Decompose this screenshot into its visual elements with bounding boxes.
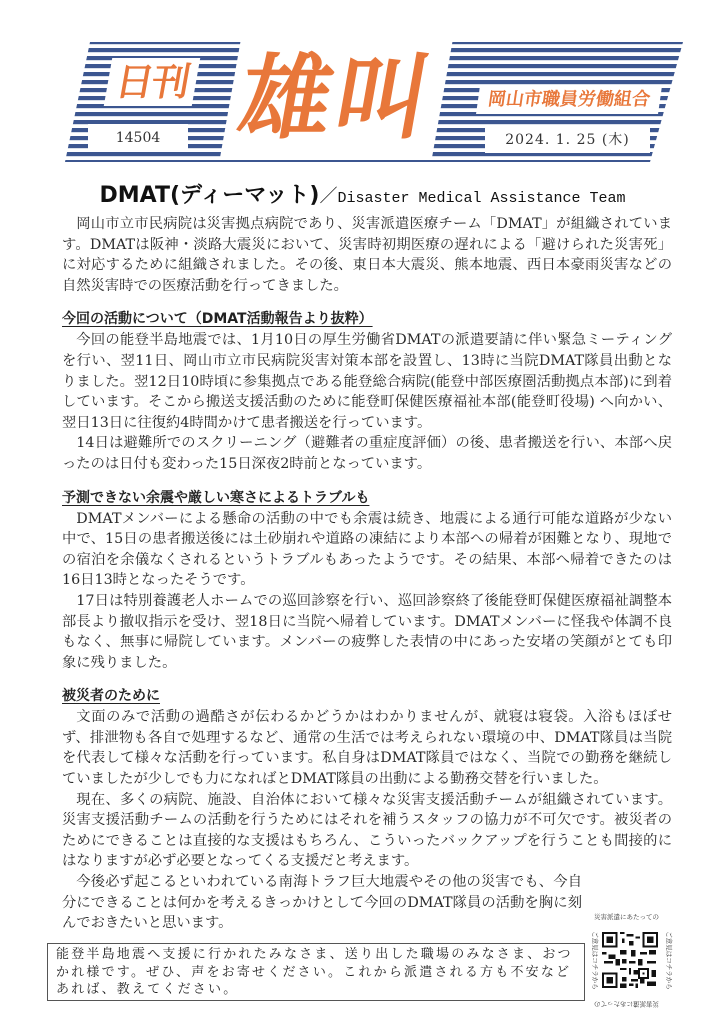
article-body [62,214,672,934]
paragraph: 14日は避難所でのスクリーニング（避難者の重症度評価）の後、患者搬送を行い、本部へ戻ったのは日付も変わった15日深夜2時前となっています。 [62,435,672,472]
issue-number: 14504 [88,124,188,152]
title-english: Disaster Medical Assistance Team [337,190,626,207]
qr-caption-bottom: 災害派遣にあたっての [594,1000,659,1008]
publisher-name: 岡山市職員労働組合 [476,86,662,114]
masthead [60,40,690,165]
title-japanese: DMAT(ディーマット) [99,183,320,208]
section-heading-activity: 今回の活動について（DMAT活動報告より抜粋） [62,311,373,328]
intro-paragraph: 岡山市立市民病院は災害拠点病院であり、災害派遣医療チーム「DMAT」が組織されています。DMATは阪神・淡路大震災において、災害時初期医療の遅れによる「避けられた災害死」に対応するために組織されました。その後、東日本大震災、熊本地震、西日本豪雨災害などの自然災害時での医療活動を行ってきました。 [62,216,672,294]
article-title [0,178,725,209]
issue-date: 2024. 1. 25 (木) [485,127,650,153]
masthead-name: 雄叫 [220,42,453,160]
paragraph: 現在、多くの病院、施設、自治体において様々な災害支援活動チームが組織されています。災害支援活動チームの活動を行うためにはそれを補うスタッフの協力が不可欠です。被災者のためにできることは直接的な支援はもちろん、こういったバックアップを行うことも間接的にはなりますが必ず必要となってくる支援だと考えます。 [62,791,672,870]
paragraph: 今後必ず起こるといわれている南海トラフ巨大地震やその他の災害でも、今自分にできることは何かを考えるきっかけとして今回のDMAT隊員の活動を胸に刻んでおきたいと思います。 [62,874,582,932]
title-separator: ／ [319,186,338,207]
masthead-kicker: 日刊 [104,58,200,106]
qr-caption-right: ご意見はコチラから [664,931,673,990]
paragraph: 今回の能登半島地震では、1月10日の厚生労働省DMATの派遣要請に伴い緊急ミーティングを行い、翌11日、岡山市立市民病院災害対策本部を設置し、13時に当院DMAT隊員出動となりました。翌12日10時頃に参集拠点である能登総合病院(能登中部医療圏活動拠点本部)に到着しています。そこから搬送支援活動のために能登町保健医療福祉本部(能登町役場) へ向かい、翌日13日に往復約4時間かけて患者搬送を行っています。 [62,332,672,431]
section-heading-victims: 被災者のために [62,688,160,705]
feedback-qr-block[interactable] [590,912,673,1008]
qr-caption-left: ご意見はコチラから [590,931,599,990]
paragraph: 17日は特別養護老人ホームでの巡回診察を行い、巡回診察終了後能登町保健医療福祉調整本部長より撤収指示を受け、翌18日に当院へ帰着しています。DMATメンバーに怪我や体調不良もなく、無事に帰院しています。メンバーの疲弊した表情の中にあった安堵の笑顔がとても印象に残りました。 [62,592,672,671]
section-heading-trouble: 予測できない余震や厳しい寒さによるトラブルも [62,489,370,506]
paragraph: DMATメンバーによる懸命の活動の中でも余震は続き、地震による通行可能な道路が少ない中で、15日の患者搬送後には土砂崩れや道路の凍結により本部への帰着が困難となり、現地での宿泊を余儀なくされるというトラブルもあったようです。その結果、本部へ帰着できたのは16日13時となったそうです。 [62,510,672,589]
qr-code-icon[interactable] [602,924,658,996]
paragraph: 文面のみで活動の過酷さが伝わるかどうかはわかりませんが、就寝は寝袋。入浴もほぼせず、排泄物も各自で処理するなど、通常の生活では考えられない環境の中、DMAT隊員は当院を代表して様々な活動を行っています。私自身はDMAT隊員ではなく、当院での勤務を継続していましたが少しでも力になればとDMAT隊員の出動による勤務交替を行いました。 [62,709,672,788]
message-box: 能登半島地震へ支援に行かれたみなさま、送り出した職場のみなさま、おつかれ様です。ぜひ、声をお寄せください。これから派遣される方も不安などあれば、教えてください。 [47,943,585,1001]
qr-caption-top: 災害派遣にあたっての [594,913,659,921]
